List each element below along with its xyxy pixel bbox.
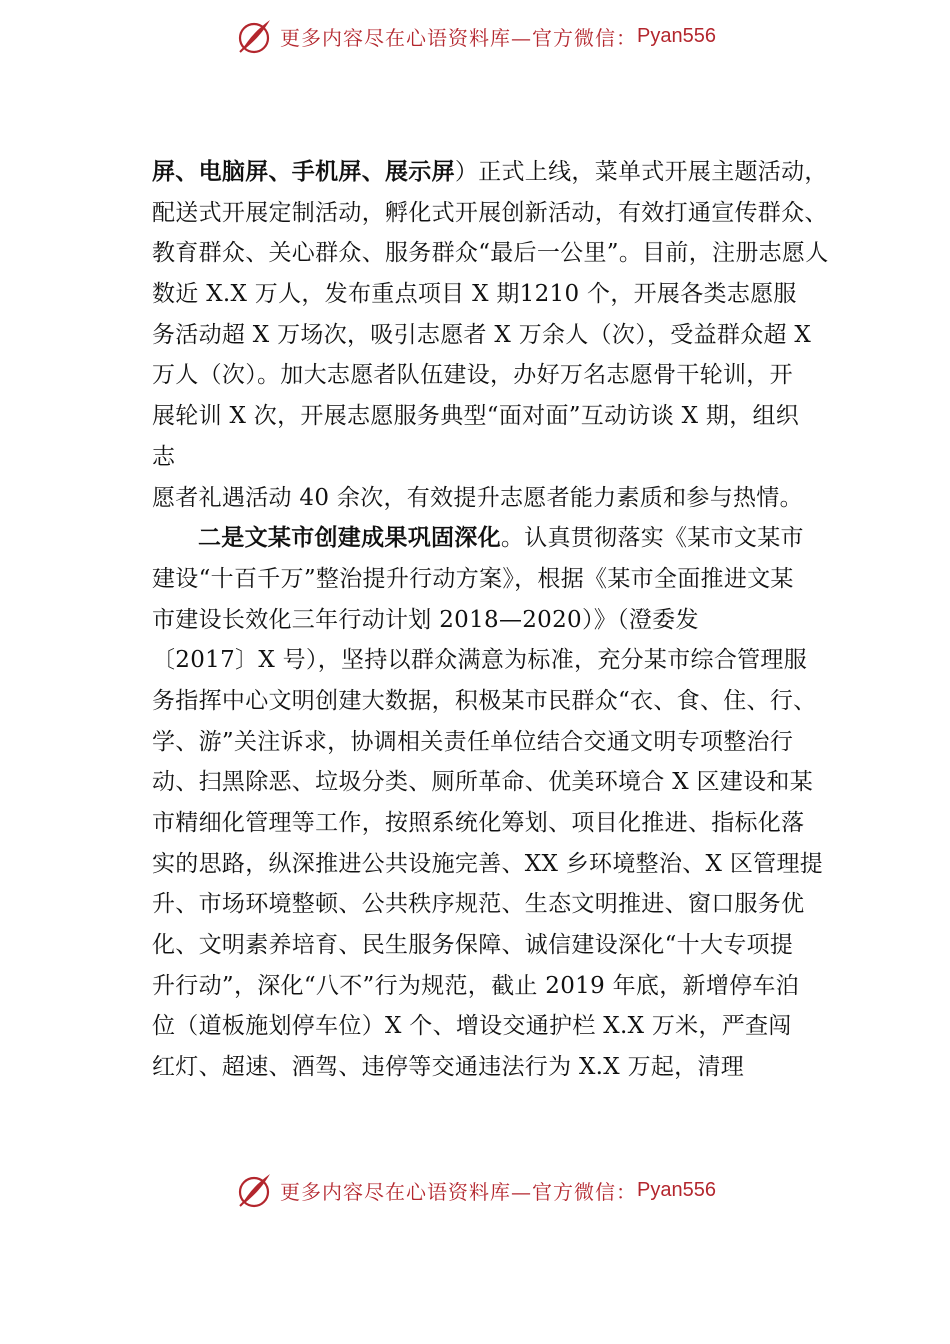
text-line: 实的思路，纵深推进公共设施完善、XX 乡环境整治、X 区管理提	[152, 850, 824, 877]
text-line: 愿者礼遇活动 40 余次，有效提升志愿者能力素质和参与热情。	[152, 484, 803, 511]
text-line: 务指挥中心文明创建大数据，积极某市民群众“衣、食、住、行、	[152, 687, 817, 714]
text-line: 学、游”关注诉求，协调相关责任单位结合交通文明专项整治行	[152, 728, 794, 755]
paragraph-civilized-city	[152, 518, 842, 1088]
text-line: 数近 X.X 万人，发布重点项目 X 期1210 个，开展各类志愿服	[152, 281, 797, 308]
feather-pen-logo-icon	[234, 16, 274, 56]
text-line: 市精细化管理等工作，按照系统化筹划、项目化推进、指标化落	[152, 810, 805, 836]
line-text: 。认真贯彻落实《某市文某市	[500, 525, 804, 552]
text-line: 建设“十百千万”整治提升行动方案》，根据《某市全面推进文某	[152, 565, 794, 592]
text-line: 展轮训 X 次，开展志愿服务典型“面对面”互动访谈 X 期，组织	[152, 403, 800, 430]
text-line: 红灯、超速、酒驾、违停等交通违法行为 X.X 万起，清理	[152, 1054, 745, 1081]
bold-phrase: 屏、电脑屏、手机屏、展示屏	[152, 159, 455, 185]
wechat-id: Pyan556	[637, 1178, 716, 1201]
section-heading: 二是文某市创建成果巩固深化	[198, 525, 501, 552]
text-line: 〔2017〕X 号），坚持以群众满意为标准，充分某市综合管理服	[152, 647, 808, 674]
text-line: 位（道板施划停车位）X 个、增设交通护栏 X.X 万米，严查闯	[152, 1013, 792, 1040]
text-line: 升行动”，深化“八不”行为规范，截止 2019 年底，新增停车泊	[152, 972, 800, 999]
text-line: 配送式开展定制活动，孵化式开展创新活动，有效打通宣传群众、	[152, 199, 828, 226]
text-line	[152, 518, 842, 559]
text-line: 务活动超 X 万场次，吸引志愿者 X 万余人（次），受益群众超 X	[152, 321, 812, 348]
text-line	[152, 152, 842, 193]
text-line: 化、文明素养培育、民生服务保障、诚信建设深化“十大专项提	[152, 932, 794, 959]
text-line: 动、扫黑除恶、垃圾分类、厕所革命、优美环境合 X 区建设和某	[152, 769, 813, 796]
text-line: 万人（次）。加大志愿者队伍建设，办好万名志愿骨干轮训，开	[152, 362, 793, 389]
document-body	[152, 152, 842, 1088]
text-line: 志	[152, 443, 176, 470]
text-line: 教育群众、关心群众、服务群众“最后一公里”。目前，注册志愿人	[152, 240, 829, 267]
paragraph-volunteer-service	[152, 152, 842, 518]
text-line: 市建设长效化三年行动计划 2018—2020）》（澄委发	[152, 606, 699, 633]
banner-text: 更多内容尽在心语资料库—官方微信：	[280, 25, 638, 50]
text-line: 升、市场环境整顿、公共秩序规范、生态文明推进、窗口服务优	[152, 891, 805, 918]
header-banner	[0, 14, 950, 58]
feather-pen-logo-icon	[234, 1170, 274, 1210]
wechat-id: Pyan556	[637, 24, 716, 47]
footer-banner	[0, 1168, 950, 1212]
banner-text: 更多内容尽在心语资料库—官方微信：	[280, 1179, 638, 1204]
line-text: ）正式上线，菜单式开展主题活动，	[454, 159, 828, 185]
